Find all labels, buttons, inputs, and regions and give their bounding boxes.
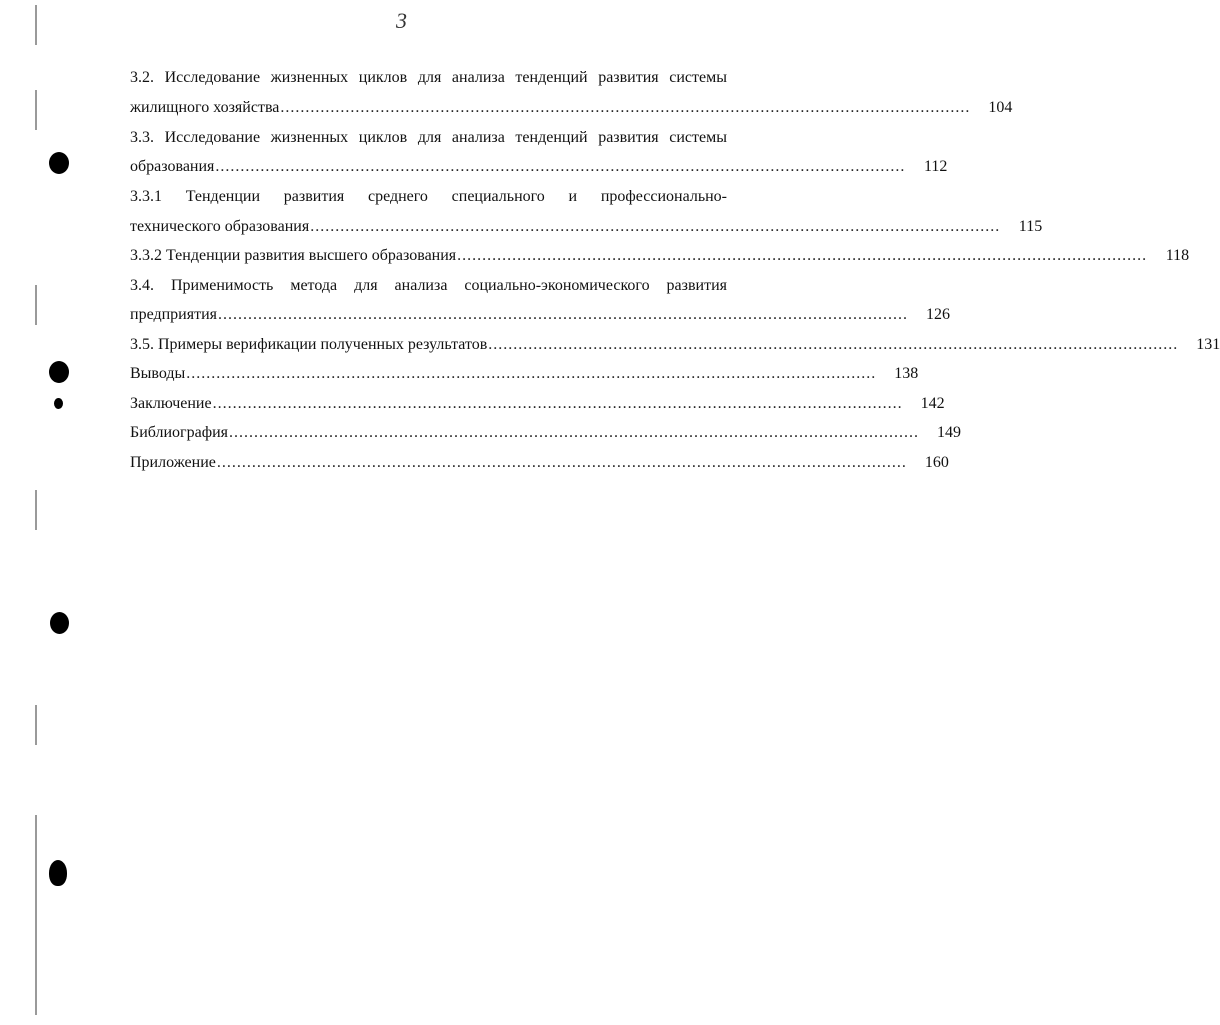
toc-entry-title: 3.5. Примеры верификации полученных результатов xyxy=(130,336,488,353)
toc-entry xyxy=(130,244,1190,268)
dot-leader: .......................................................................................................................................... xyxy=(212,395,903,412)
toc-entry xyxy=(130,392,945,416)
toc-entry-title: Библиография xyxy=(130,424,228,441)
toc-line: 3.4. Применимость метода для анализа социально-экономического развития xyxy=(130,277,727,294)
toc-entry-title: жилищного хозяйства xyxy=(130,99,280,116)
dot-leader: .......................................................................................................................................... xyxy=(280,99,971,116)
scan-edge-line xyxy=(35,90,37,130)
toc-entry xyxy=(130,421,961,445)
page-number: 3 xyxy=(396,8,407,33)
toc-entry xyxy=(130,155,948,179)
toc-page-number: 112 xyxy=(924,158,948,175)
toc-entry-title: предприятия xyxy=(130,306,217,323)
dot-leader: .......................................................................................................................................... xyxy=(215,158,906,175)
dot-leader: .......................................................................................................................................... xyxy=(310,218,1001,235)
toc-entry xyxy=(130,362,919,386)
toc-entry xyxy=(130,215,1043,239)
dot-leader: .......................................................................................................................................... xyxy=(186,365,877,382)
toc-entry-title: Выводы xyxy=(130,365,186,382)
punch-hole xyxy=(54,398,63,409)
scan-edge-line xyxy=(35,705,37,745)
toc-page-number: 118 xyxy=(1165,247,1190,264)
scan-edge-line xyxy=(35,490,37,530)
scan-edge-line xyxy=(35,285,37,325)
punch-hole xyxy=(49,152,69,174)
toc-page-number: 149 xyxy=(937,424,961,441)
toc-entry-title: Приложение xyxy=(130,454,216,471)
scan-edge-line xyxy=(35,5,37,45)
punch-hole xyxy=(50,612,69,634)
toc-page-number: 160 xyxy=(924,454,949,471)
toc-page-number: 131 xyxy=(1196,336,1220,353)
toc-page-number: 115 xyxy=(1018,218,1043,235)
toc-entry-title: Заключение xyxy=(130,395,212,412)
toc-entry xyxy=(130,333,1220,357)
dot-leader: .......................................................................................................................................... xyxy=(218,306,908,323)
dot-leader: .......................................................................................................................................... xyxy=(457,247,1148,264)
scan-edge-line xyxy=(35,815,37,1015)
toc-page-number: 138 xyxy=(894,365,919,382)
punch-hole xyxy=(49,860,67,886)
toc-entry xyxy=(130,96,1013,120)
toc-entry xyxy=(130,303,950,327)
toc-entry-title: технического образования xyxy=(130,218,310,235)
punch-hole xyxy=(49,361,69,383)
dot-leader: .......................................................................................................................................... xyxy=(216,454,907,471)
toc-line: 3.3. Исследование жизненных циклов для анализа тенденций развития системы xyxy=(130,129,727,146)
toc-line: 3.3.1 Тенденции развития среднего специального и профессионально- xyxy=(130,188,727,205)
toc-entry xyxy=(130,451,949,475)
dot-leader: .......................................................................................................................................... xyxy=(488,336,1179,353)
toc-entry-title: 3.3.2 Тенденции развития высшего образования xyxy=(130,247,457,264)
toc-line: 3.2. Исследование жизненных циклов для анализа тенденций развития системы xyxy=(130,69,727,86)
dot-leader: .......................................................................................................................................... xyxy=(229,424,919,441)
toc-page-number: 104 xyxy=(988,99,1013,116)
toc-page-number: 142 xyxy=(920,395,945,412)
toc-page-number: 126 xyxy=(926,306,950,323)
toc-entry-title: образования xyxy=(130,158,215,175)
